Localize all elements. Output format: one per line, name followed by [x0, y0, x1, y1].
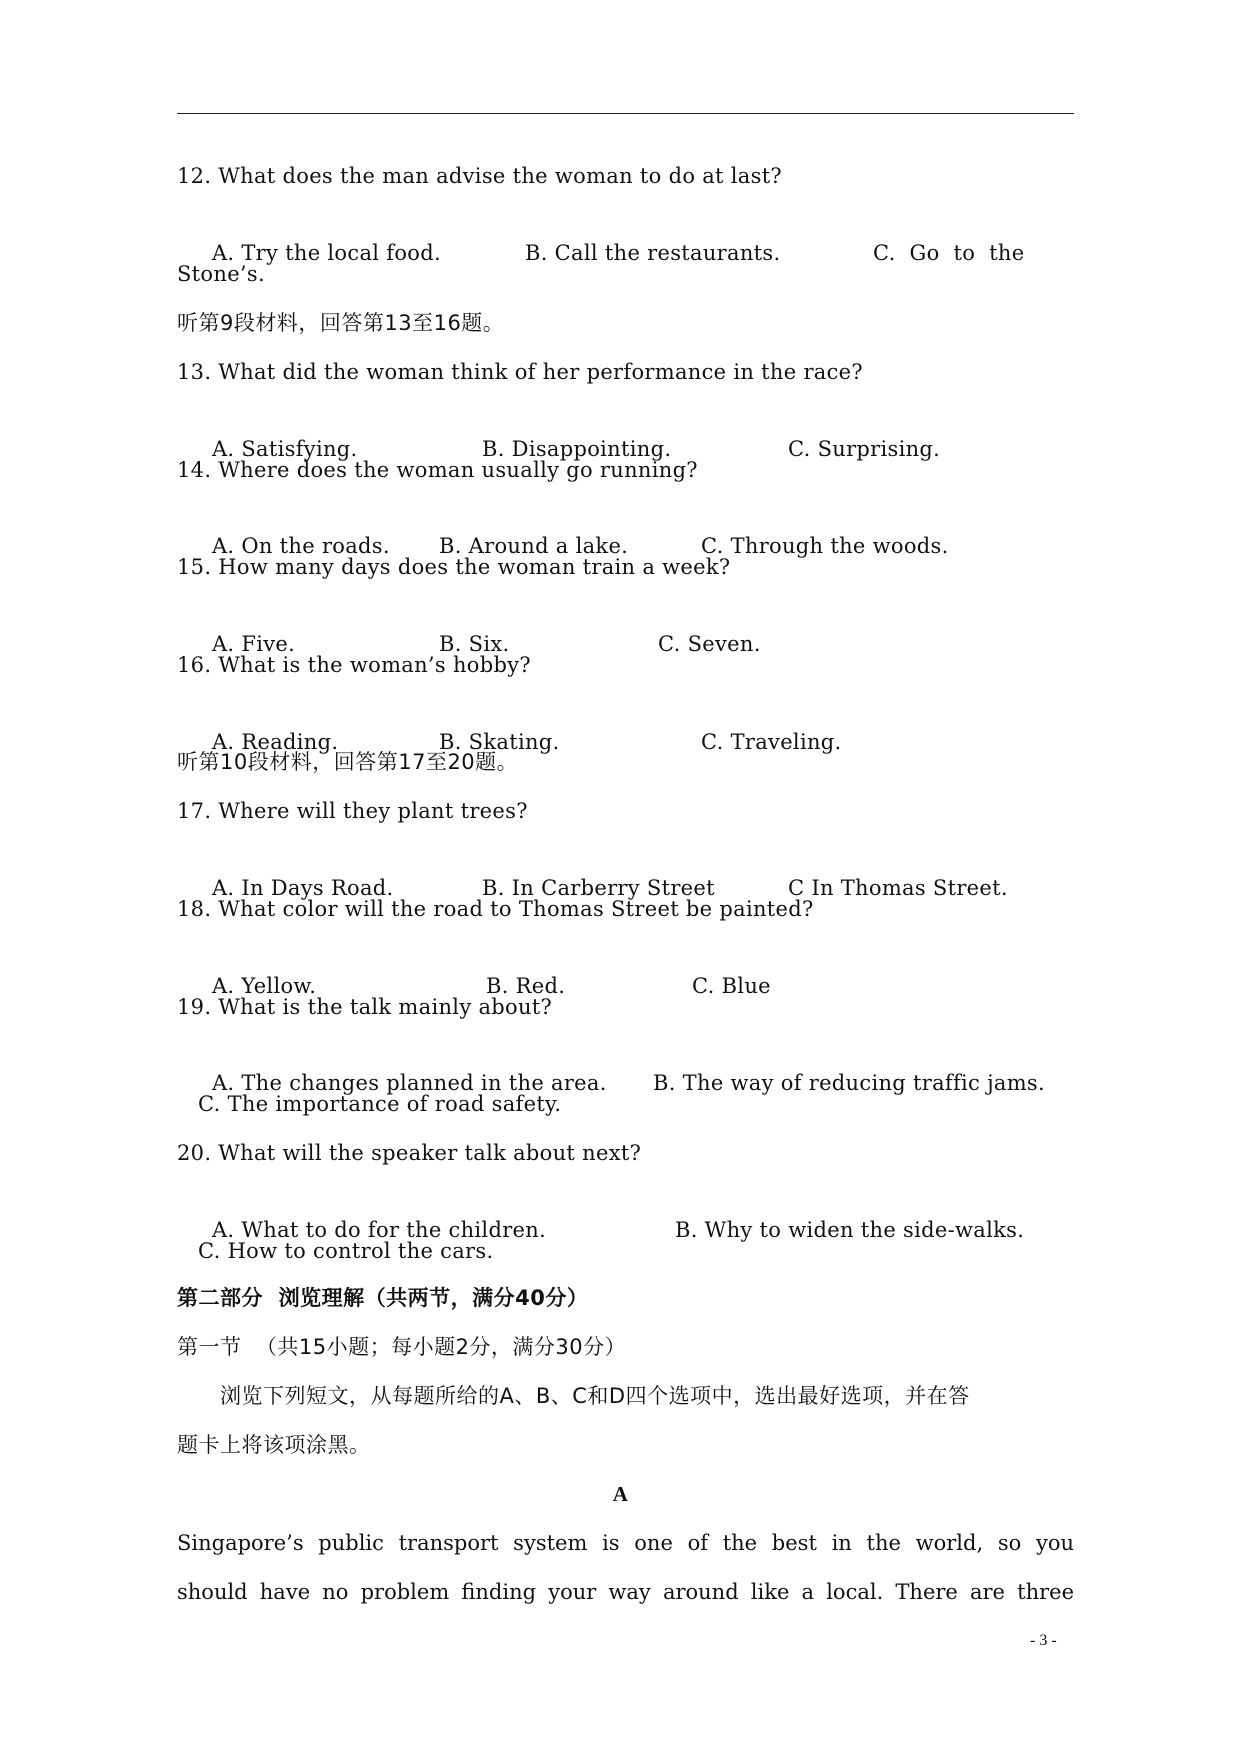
question-19-option-a: A. The changes planned in the area. [211, 1071, 607, 1095]
question-12-option-a: A. Try the local food. [211, 241, 441, 265]
question-16-option-b: B. Skating. [439, 730, 560, 754]
question-17-stem: 17. Where will they plant trees? [177, 799, 528, 823]
question-20-options [198, 1188, 1025, 1244]
question-18-option-a: A. Yellow. [211, 974, 317, 998]
question-12-option-c: C. Go to the [873, 241, 1025, 265]
question-14-option-b: B. Around a lake. [439, 534, 629, 558]
part-2-instruction-line-1: 浏览下列短文，从每题所给的A、B、C和D四个选项中，选出最好选项，并在答 [220, 1384, 970, 1408]
question-13-option-a: A. Satisfying. [211, 437, 358, 461]
header-rule [177, 113, 1074, 114]
question-12-options [198, 211, 1025, 267]
question-12-stem: 12. What does the man advise the woman to do at last? [177, 164, 782, 188]
question-16-stem: 16. What is the woman’s hobby? [177, 653, 531, 677]
question-17-option-b: B. In Carberry Street [482, 876, 715, 900]
question-18-options [198, 944, 771, 1000]
passage-line-1: Singapore’s public transport system is one of the best in the world, so you [177, 1531, 1074, 1555]
question-20-option-a: A. What to do for the children. [211, 1218, 547, 1242]
passage-line-2: should have no problem finding your way around like a local. There are three [177, 1580, 1074, 1604]
part-2-instruction-line-2: 题卡上将该项涂黑。 [177, 1433, 371, 1457]
question-13-options [198, 407, 941, 463]
question-13-option-b: B. Disappointing. [482, 437, 672, 461]
question-17-option-c: C In Thomas Street. [788, 876, 1008, 900]
question-13-stem: 13. What did the woman think of her performance in the race? [177, 360, 863, 384]
question-14-option-a: A. On the roads. [211, 534, 390, 558]
part-2-heading: 第二部分 浏览理解（共两节，满分40分） [177, 1286, 589, 1310]
question-18-option-b: B. Red. [486, 974, 566, 998]
question-12-option-c-cont: Stone’s. [177, 262, 265, 286]
question-14-option-c: C. Through the woods. [701, 534, 949, 558]
question-19-options [198, 1041, 1045, 1097]
question-14-options [198, 504, 949, 560]
question-12-option-b: B. Call the restaurants. [525, 241, 781, 265]
question-15-stem: 15. How many days does the woman train a week? [177, 555, 731, 579]
question-15-option-c: C. Seven. [658, 632, 761, 656]
section-10-instruction: 听第10段材料，回答第17至20题。 [177, 750, 519, 774]
question-17-option-a: A. In Days Road. [211, 876, 394, 900]
question-19-option-b: B. The way of reducing traffic jams. [653, 1071, 1045, 1095]
question-15-options [198, 602, 761, 658]
question-16-option-c: C. Traveling. [701, 730, 842, 754]
passage-label: A [612, 1482, 629, 1506]
question-20-stem: 20. What will the speaker talk about next? [177, 1141, 642, 1165]
page-number: - 3 - [1030, 1632, 1057, 1649]
question-14-stem: 14. Where does the woman usually go running? [177, 458, 698, 482]
question-18-option-c: C. Blue [692, 974, 771, 998]
question-20-option-c: C. How to control the cars. [198, 1239, 494, 1263]
question-15-option-a: A. Five. [211, 632, 296, 656]
question-17-options [198, 846, 1008, 902]
question-15-option-b: B. Six. [439, 632, 510, 656]
question-13-option-c: C. Surprising. [788, 437, 941, 461]
question-20-option-b: B. Why to widen the side-walks. [675, 1218, 1025, 1242]
question-18-stem: 18. What color will the road to Thomas Street be painted? [177, 897, 814, 921]
question-19-option-c: C. The importance of road safety. [198, 1092, 562, 1116]
question-16-option-a: A. Reading. [211, 730, 339, 754]
question-19-stem: 19. What is the talk mainly about? [177, 995, 553, 1019]
section-9-instruction: 听第9段材料，回答第13至16题。 [177, 311, 505, 335]
part-2-section-1: 第一节 （共15小题；每小题2分，满分30分） [177, 1335, 627, 1359]
